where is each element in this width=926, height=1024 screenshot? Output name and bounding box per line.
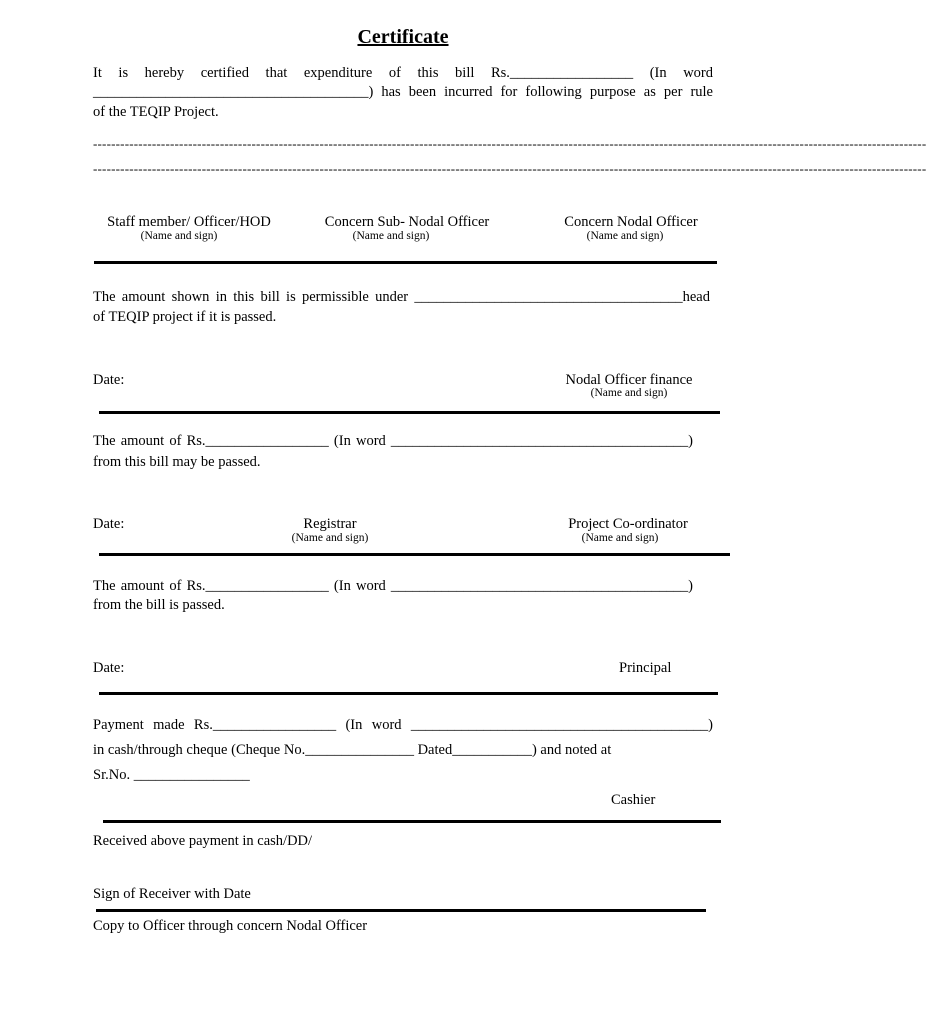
purpose-dash-line-1: ---------------------------------------------------------------------------------------------------------------------------------------------------------------------------------------- [93, 136, 926, 151]
registrar-name-sign: (Name and sign) [291, 532, 369, 544]
nodal-officer-finance-name-sign: (Name and sign) [590, 387, 668, 399]
staff-member-title: Staff member/ Officer/HOD [107, 214, 271, 230]
section-divider [96, 909, 706, 912]
project-coordinator-title: Project Co-ordinator [568, 516, 688, 532]
sub-nodal-officer-title: Concern Sub- Nodal Officer [324, 214, 490, 230]
finance-date-label: Date: [93, 372, 125, 388]
certification-line-3: of the TEQIP Project. [93, 104, 219, 120]
nodal-officer-name-sign: (Name and sign) [586, 230, 664, 242]
received-payment-text: Received above payment in cash/DD/ [93, 833, 313, 849]
payment-line-2: in cash/through cheque (Cheque No._______________ Dated___________) and noted at [93, 742, 612, 758]
receiver-sign-label: Sign of Receiver with Date [93, 886, 251, 902]
registrar-amount-line-1: The amount of Rs._________________ (In word _________________________________________) [93, 433, 693, 449]
payment-line-1: Payment made Rs._________________ (In word _________________________________________) [93, 717, 713, 733]
finance-permissible-line-1: The amount shown in this bill is permissible under _____________________________________head [93, 289, 710, 305]
section-divider [99, 692, 718, 695]
section-divider [99, 411, 720, 414]
sub-nodal-officer-name-sign: (Name and sign) [352, 230, 430, 242]
nodal-officer-finance-title: Nodal Officer finance [565, 372, 693, 388]
page-title: Certificate [357, 26, 449, 48]
cashier-title: Cashier [611, 792, 656, 808]
section-divider [94, 261, 717, 264]
payment-serial-number: Sr.No. ________________ [93, 767, 250, 783]
finance-permissible-line-2: of TEQIP project if it is passed. [93, 309, 277, 325]
principal-amount-line-2: from the bill is passed. [93, 597, 225, 613]
section-divider [103, 820, 721, 823]
registrar-amount-line-2: from this bill may be passed. [93, 454, 261, 470]
principal-amount-line-1: The amount of Rs._________________ (In word _________________________________________) [93, 578, 693, 594]
principal-title: Principal [619, 660, 672, 676]
certification-line-1: It is hereby certified that expenditure of this bill Rs._________________ (In word [93, 65, 713, 81]
nodal-officer-title: Concern Nodal Officer [564, 214, 698, 230]
registrar-date-label: Date: [93, 516, 125, 532]
purpose-dash-line-2: ---------------------------------------------------------------------------------------------------------------------------------------------------------------------------------------- [93, 161, 926, 176]
principal-date-label: Date: [93, 660, 125, 676]
section-divider [99, 553, 730, 556]
registrar-title: Registrar [303, 516, 357, 532]
copy-to-officer-text: Copy to Officer through concern Nodal Officer [93, 918, 368, 934]
certification-line-2: ______________________________________) has been incurred for following purpose as per rule [93, 84, 713, 100]
staff-member-name-sign: (Name and sign) [140, 230, 218, 242]
project-coordinator-name-sign: (Name and sign) [581, 532, 659, 544]
